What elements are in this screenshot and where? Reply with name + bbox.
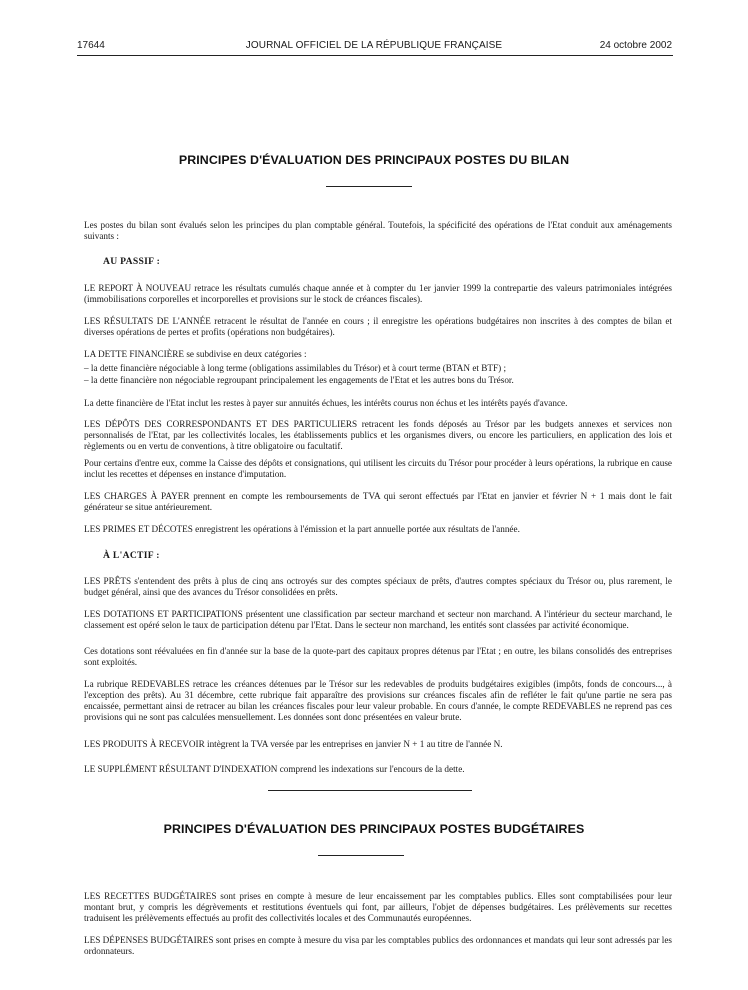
depots-paragraph: LES DÉPÔTS DES CORRESPONDANTS ET DES PARTICULIERS retracent les fonds déposés au Trésor par les budgets annexes et services non personnalisés de l'Etat, par les collectivités locales, les établissements publics et les organismes divers, ou encore les particuliers, en application des lois et règlements ou en vertu de conventions, à titre obligatoire ou facultatif.: [84, 419, 672, 451]
dotations2-block: [84, 646, 672, 668]
passif-label: AU PASSIF :: [103, 256, 161, 267]
dette-item-1: – la dette financière négociable à long terme (obligations assimilables du Trésor) et à court terme (BTAN et BTF) ;: [84, 363, 507, 373]
dette-restes-paragraph: La dette financière de l'Etat inclut les restes à payer sur annuités échues, les intérêts courus non échus et les intérêts payés d'avance.: [84, 398, 568, 408]
redevables-paragraph: La rubrique REDEVABLES retrace les créances détenues par le Trésor sur les redevables de produits budgétaires exigibles (impôts, fonds de concours..., à l'exception des prêts). Au 31 décembre, cette rubrique fait apparaître des provisions sur créances fiscales afin de refléter le fait qu'une partie ne sera pas encaissée, permettant ainsi de retracer au bilan les créances fiscales pour leur valeur probable. En cours d'année, le compte REDEVABLES ne reprend pas ces provisions qui ne sont pas calculées mensuellement. Les données sont donc présentées en valeur brute.: [84, 679, 672, 722]
heading-divider-2: [318, 855, 404, 856]
journal-title: JOURNAL OFFICIEL DE LA RÉPUBLIQUE FRANÇAISE: [245, 40, 503, 51]
redevables-block: [84, 679, 672, 723]
resultats-paragraph: LES RÉSULTATS DE L'ANNÉE retracent le résultat de l'année en cours ; il enregistre les opérations budgétaires non inscrites à des comptes de bilan et diverses opérations de pertes et profits (opérations non budgétaires).: [84, 316, 672, 337]
dette-restes-block: [84, 398, 672, 409]
prets-paragraph: LES PRÊTS s'entendent des prêts à plus de cinq ans octroyés sur des comptes spéciaux de prêts, d'autres comptes spéciaux du Trésor ou, plus rarement, le budget général, ainsi que des avances du Trésor consolidées en prêts.: [84, 576, 672, 597]
dette-item-2: – la dette financière non négociable regroupant principalement les engagements de l'Etat et les autres bons du Trésor.: [84, 375, 514, 385]
produits-paragraph: LES PRODUITS À RECEVOIR intègrent la TVA versée par les entreprises en janvier N + 1 au titre de l'année N.: [84, 739, 503, 749]
produits-block: [84, 739, 672, 750]
primes-block: [84, 524, 672, 535]
prets-block: [84, 576, 672, 598]
dotations-paragraph: LES DOTATIONS ET PARTICIPATIONS présentent une classification par secteur marchand et secteur non marchand. A l'intérieur du secteur marchand, le classement est opéré selon le taux de participation détenu par l'Etat. Dans le secteur non marchand, les entités sont classées par activité économique.: [84, 609, 672, 630]
bilan-intro: [84, 220, 672, 242]
report-paragraph: LE REPORT À NOUVEAU retrace les résultats cumulés chaque année et à compter du 1er janvier 1999 la contrepartie des valeurs patrimoniales intégrées (immobilisations corporelles et incorporelles et provisions sur le stock de créances fiscales).: [84, 283, 672, 304]
primes-paragraph: LES PRIMES ET DÉCOTES enregistrent les opérations à l'émission et la part annuelle portée aux résultats de l'année.: [84, 524, 520, 534]
section-heading-bilan: PRINCIPES D'ÉVALUATION DES PRINCIPAUX POSTES DU BILAN: [178, 153, 570, 167]
publication-date: 24 octobre 2002: [599, 40, 672, 51]
passif-label-block: [84, 256, 672, 267]
depenses-paragraph: LES DÉPENSES BUDGÉTAIRES sont prises en compte à mesure du visa par les comptables publics des ordonnances et mandats qui leur sont adressés par les ordonnateurs.: [84, 935, 672, 956]
dette-intro: LA DETTE FINANCIÈRE se subdivise en deux catégories :: [84, 349, 307, 359]
dotations2-paragraph: Ces dotations sont réévaluées en fin d'année sur la base de la quote-part des capitaux propres détenus par l'Etat ; en outre, les bilans consolidés des entreprises sont exploités.: [84, 646, 672, 667]
page-number: 17644: [77, 40, 105, 51]
depots-block: [84, 419, 672, 452]
actif-label-block: [84, 550, 672, 561]
header-rule: [77, 55, 673, 56]
caisse-paragraph: Pour certains d'entre eux, comme la Caisse des dépôts et consignations, qui utilisent les circuits du Trésor pour procéder à leurs opérations, la rubrique en cause inclut les recettes et dépenses en instance d'imputation.: [84, 458, 672, 479]
charges-block: [84, 491, 672, 513]
caisse-block: [84, 458, 672, 480]
actif-label: À L'ACTIF :: [103, 550, 160, 561]
heading-divider: [326, 186, 412, 187]
report-block: [84, 283, 672, 305]
section-divider: [268, 790, 472, 791]
intro-paragraph: Les postes du bilan sont évalués selon les principes du plan comptable général. Toutefois, la spécificité des opérations de l'Etat conduit aux aménagements suivants :: [84, 220, 672, 241]
supplement-block: [84, 764, 672, 775]
dotations-block: [84, 609, 672, 631]
resultats-block: [84, 316, 672, 338]
recettes-paragraph: LES RECETTES BUDGÉTAIRES sont prises en compte à mesure de leur encaissement par les comptables publics. Elles sont comptabilisées pour leur montant brut, y compris les dégrèvements et restitutions éventuels qui font, par ailleurs, l'objet de dépenses budgétaires. Les prélèvements sur recettes traduisent les prélèvements effectués au profit des collectivités locales et des Communautés européennes.: [84, 891, 672, 923]
recettes-block: [84, 891, 672, 924]
depenses-block: [84, 935, 672, 957]
charges-paragraph: LES CHARGES À PAYER prennent en compte les remboursements de TVA qui seront effectués par l'Etat en janvier et février N + 1 mais dont le fait générateur se situe antérieurement.: [84, 491, 672, 512]
supplement-paragraph: LE SUPPLÉMENT RÉSULTANT D'INDEXATION comprend les indexations sur l'encours de la dette.: [84, 764, 465, 774]
dette-block: [84, 349, 672, 386]
section-heading-budgetaires: PRINCIPES D'ÉVALUATION DES PRINCIPAUX POSTES BUDGÉTAIRES: [163, 822, 585, 836]
